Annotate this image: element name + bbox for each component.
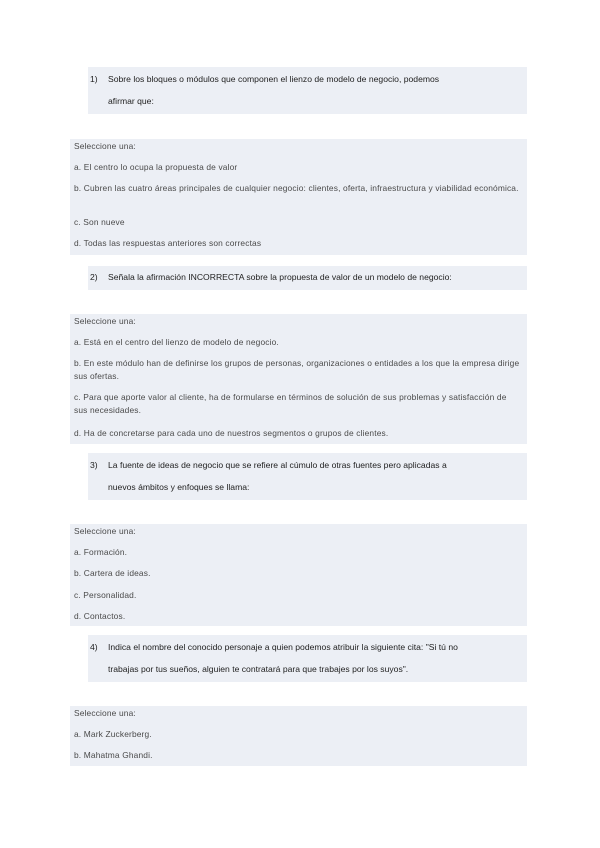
answer-option-b[interactable]: b. Cartera de ideas.	[74, 568, 151, 578]
answer-option-a[interactable]: a. Formación.	[74, 547, 128, 557]
question-text-line: Indica el nombre del conocido personaje a quien podemos atribuir la siguiente cita: "Si tú no	[108, 642, 458, 652]
answer-option-d[interactable]: d. Contactos.	[74, 611, 126, 621]
answer-options-3	[70, 524, 527, 626]
answer-option-c[interactable]: c. Para que aporte valor al cliente, ha de formularse en términos de solución de sus problemas y satisfacción de sus necesidades.	[74, 392, 507, 415]
answer-option-b[interactable]: b. En este módulo han de definirse los grupos de personas, organizaciones o entidades a los que la empresa dirige sus ofertas.	[74, 358, 520, 381]
select-label: Seleccione una:	[74, 526, 136, 536]
select-label: Seleccione una:	[74, 708, 136, 718]
question-number: 4)	[90, 642, 98, 652]
question-3	[88, 453, 527, 500]
question-4	[88, 635, 527, 682]
answer-option-d[interactable]: d. Ha de concretarse para cada uno de nuestros segmentos o grupos de clientes.	[74, 428, 389, 438]
answer-options-4	[70, 706, 527, 766]
answer-option-b[interactable]: b. Mahatma Ghandi.	[74, 750, 153, 760]
question-number: 2)	[90, 272, 98, 282]
question-text-line: Sobre los bloques o módulos que componen el lienzo de modelo de negocio, podemos	[108, 74, 440, 84]
question-text-line: nuevos ámbitos y enfoques se llama:	[108, 482, 250, 492]
answer-option-b[interactable]: b. Cubren las cuatro áreas principales de cualquier negocio: clientes, oferta, infraestructura y viabilidad económica.	[74, 183, 519, 193]
select-label: Seleccione una:	[74, 141, 136, 151]
answer-option-a[interactable]: a. El centro lo ocupa la propuesta de valor	[74, 162, 238, 172]
question-text-line: La fuente de ideas de negocio que se refiere al cúmulo de otras fuentes pero aplicadas a	[108, 460, 447, 470]
question-number: 3)	[90, 460, 98, 470]
select-label: Seleccione una:	[74, 316, 136, 326]
answer-option-a[interactable]: a. Mark Zuckerberg.	[74, 729, 152, 739]
question-number: 1)	[90, 74, 98, 84]
question-text	[108, 454, 521, 500]
question-text	[108, 68, 521, 114]
answer-options-2	[70, 314, 527, 444]
answer-option-d[interactable]: d. Todas las respuestas anteriores son correctas	[74, 238, 262, 248]
answer-option-c[interactable]: c. Personalidad.	[74, 590, 137, 600]
question-1	[88, 67, 527, 114]
question-2	[88, 266, 527, 290]
question-text	[108, 636, 521, 682]
answer-options-1	[70, 139, 527, 255]
answer-option-a[interactable]: a. Está en el centro del lienzo de modelo de negocio.	[74, 337, 279, 347]
answer-option-c[interactable]: c. Son nueve	[74, 217, 125, 227]
question-text-line: Señala la afirmación INCORRECTA sobre la propuesta de valor de un modelo de negocio:	[108, 272, 452, 282]
question-text-line: trabajas por tus sueños, alguien te contratará para que trabajes por los suyos".	[108, 664, 409, 674]
question-text-line: afirmar que:	[108, 96, 154, 106]
question-text	[108, 266, 521, 290]
